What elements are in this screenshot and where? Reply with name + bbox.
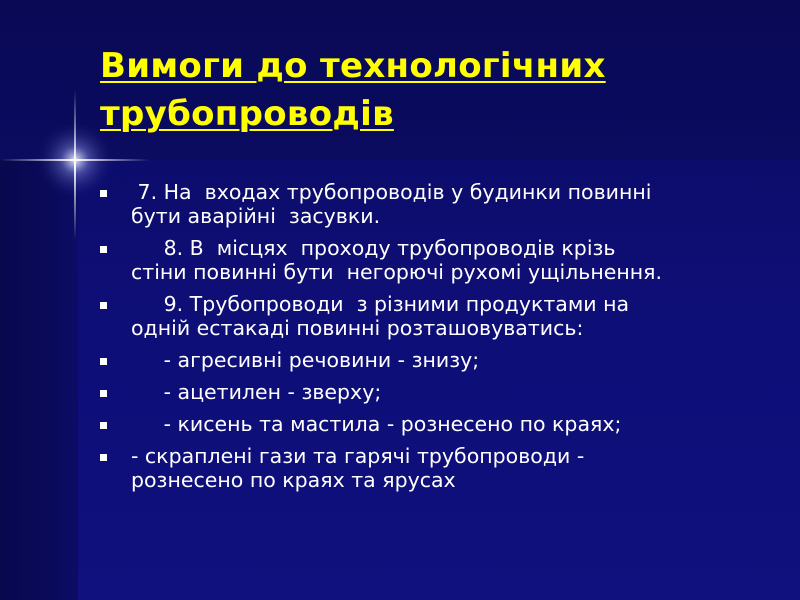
- list-item: [100, 444, 780, 492]
- list-item: [100, 180, 780, 228]
- line-2: бути аварійні засувки.: [131, 204, 381, 228]
- list-item: [100, 380, 780, 404]
- list-item-text: [131, 444, 584, 492]
- list-item-text: [131, 180, 651, 228]
- square-bullet-icon: [100, 190, 107, 197]
- bullet-list: [100, 180, 780, 500]
- line-2: одній естакаді повинні розташовуватись:: [131, 316, 584, 340]
- title-line-1: Вимоги до технологічних: [100, 46, 606, 86]
- line-1: 9. Трубопроводи з різними продуктами на: [131, 292, 630, 316]
- line-2: стіни повинні бути негорючі рухомі ущільнення.: [131, 260, 662, 284]
- slide-title: [100, 42, 780, 138]
- square-bullet-icon: [100, 422, 107, 429]
- square-bullet-icon: [100, 390, 107, 397]
- line-1: - скраплені гази та гарячі трубопроводи -: [131, 444, 585, 468]
- line-1: 7. На входах трубопроводів у будинки повинні: [131, 180, 652, 204]
- title-line-2: трубопроводів: [100, 94, 394, 134]
- list-item-text: - ацетилен - зверху;: [131, 380, 382, 404]
- list-item: [100, 236, 780, 284]
- square-bullet-icon: [100, 358, 107, 365]
- square-bullet-icon: [100, 302, 107, 309]
- square-bullet-icon: [100, 246, 107, 253]
- line-1: 8. В місцях проходу трубопроводів крізь: [131, 236, 616, 260]
- list-item-text: [131, 236, 662, 284]
- list-item-text: - агресивні речовини - знизу;: [131, 348, 480, 372]
- square-bullet-icon: [100, 454, 107, 461]
- list-item: [100, 348, 780, 372]
- list-item: [100, 412, 780, 436]
- line-2: рознесено по краях та ярусах: [131, 468, 456, 492]
- list-item: [100, 292, 780, 340]
- list-item-text: [131, 292, 629, 340]
- list-item-text: - кисень та мастила - рознесено по краях;: [131, 412, 622, 436]
